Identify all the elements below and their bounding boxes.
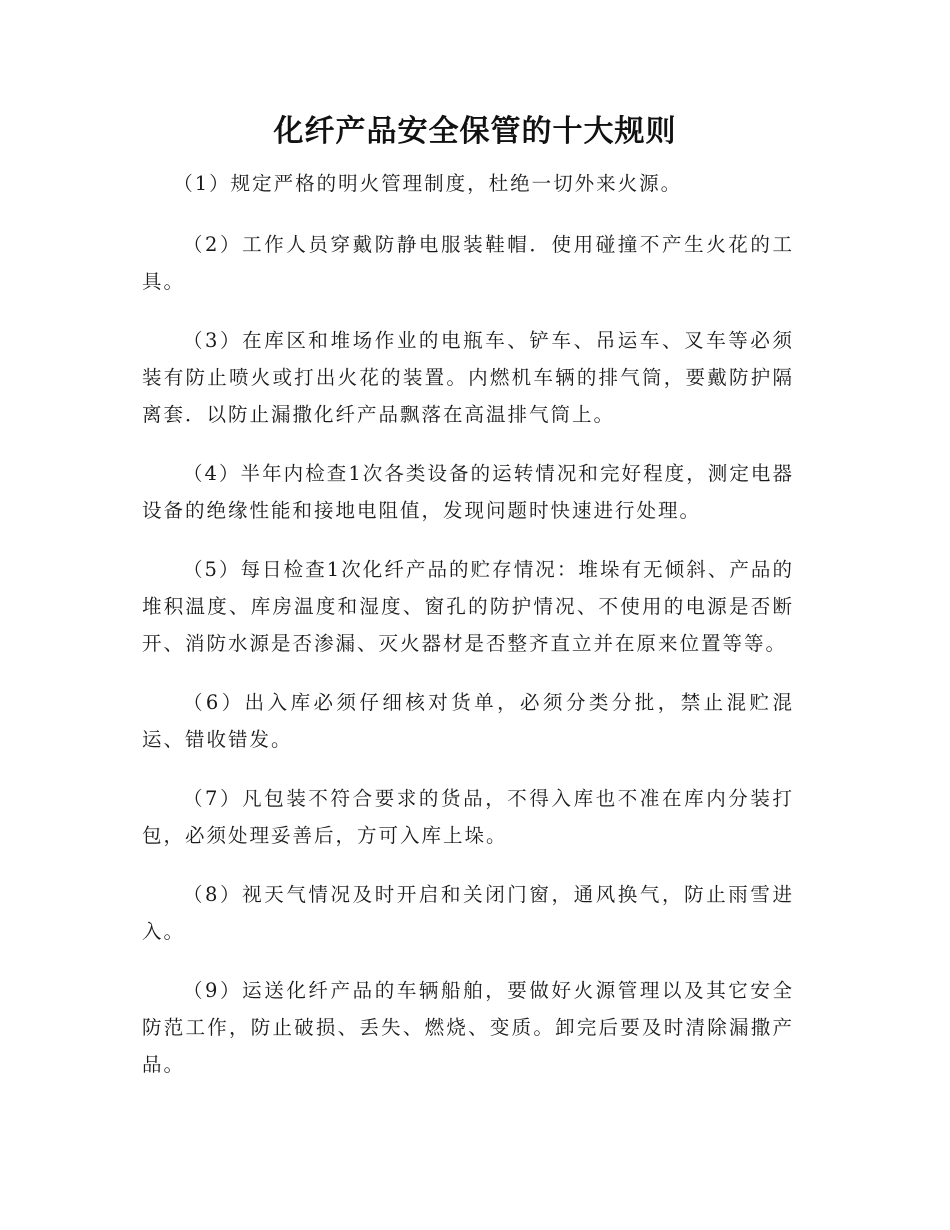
rule-paragraph-5: （5）每日检查1次化纤产品的贮存情况：堆垛有无倾斜、产品的堆积温度、库房温度和湿度、窗孔的防护情况、不使用的电源是否断开、消防水源是否渗漏、灭火器材是否整齐直立并在原来位置等等。 <box>142 558 794 655</box>
rule-paragraph-6: （6）出入库必须仔细核对货单，必须分类分批，禁止混贮混运、错收错发。 <box>142 691 794 751</box>
document-body <box>142 165 794 1105</box>
rule-paragraph-8: （8）视天气情况及时开启和关闭门窗，通风换气，防止雨雪进入。 <box>142 883 794 943</box>
rule-paragraph-9: （9）运送化纤产品的车辆船舶，要做好火源管理以及其它安全防范工作，防止破损、丢失、燃烧、变质。卸完后要及时清除漏撒产品。 <box>142 979 794 1076</box>
page-title: 化纤产品安全保管的十大规则 <box>273 114 677 149</box>
rule-paragraph-3: （3）在库区和堆场作业的电瓶车、铲车、吊运车、叉车等必须装有防止喷火或打出火花的装置。内燃机车辆的排气筒，要戴防护隔离套．以防止漏撒化纤产品飘落在高温排气筒上。 <box>142 329 794 426</box>
rule-paragraph-7: （7）凡包装不符合要求的货品，不得入库也不准在库内分装打包，必须处理妥善后，方可入库上垛。 <box>142 787 794 847</box>
rule-paragraph-1: （1）规定严格的明火管理制度，杜绝一切外来火源。 <box>173 172 683 195</box>
rule-paragraph-4: （4）半年内检查1次各类设备的运转情况和完好程度，测定电器设备的绝缘性能和接地电阻值，发现问题时快速进行处理。 <box>142 462 794 522</box>
rule-paragraph-2: （2）工作人员穿戴防静电服装鞋帽．使用碰撞不产生火花的工具。 <box>142 233 794 293</box>
